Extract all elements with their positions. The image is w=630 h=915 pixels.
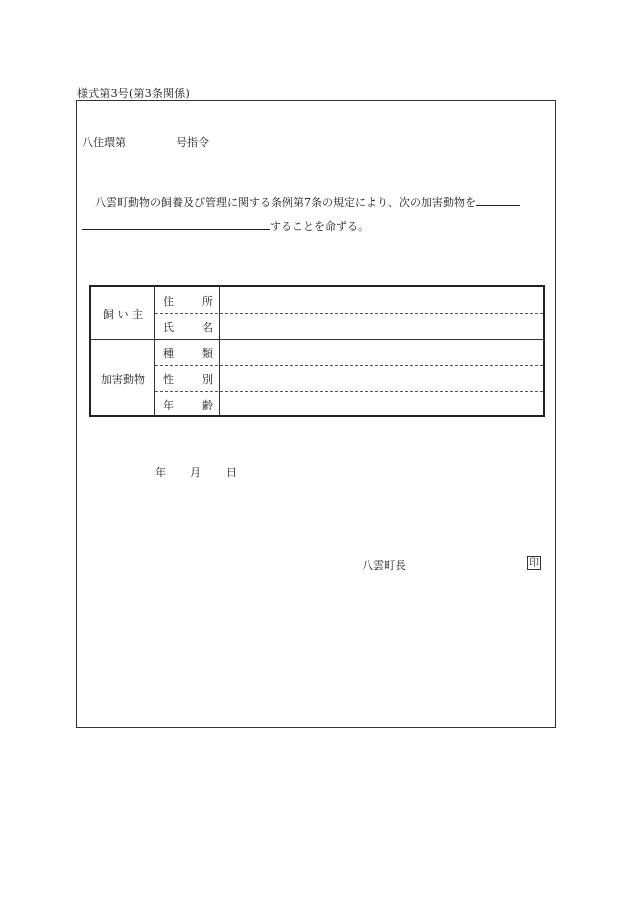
date-year-label: 年	[155, 466, 166, 479]
body-line-1	[95, 194, 520, 210]
animal-row-separator-1	[155, 365, 543, 366]
body-line-2	[82, 218, 369, 234]
animal-sex-label-b: 別	[202, 373, 213, 386]
animal-kind-field[interactable]	[221, 341, 539, 363]
owner-address-label-b: 所	[202, 295, 213, 308]
animal-sex-label-a: 性	[163, 373, 174, 386]
owner-row-separator	[155, 313, 543, 314]
info-table	[89, 285, 545, 417]
order-suffix: 号指令	[176, 136, 209, 149]
body-text-1: 八雲町動物の飼養及び管理に関する条例第7条の規定により、次の加害動物を	[95, 196, 476, 209]
date-month-label: 月	[190, 466, 201, 479]
animal-group-label: 加害動物	[101, 373, 145, 386]
body-text-2: することを命ずる。	[270, 220, 369, 233]
seal-mark: 印	[529, 558, 539, 569]
action-blank-1[interactable]	[476, 194, 520, 206]
animal-age-field[interactable]	[221, 393, 539, 415]
animal-sex-field[interactable]	[221, 367, 539, 389]
order-number-line	[82, 134, 209, 150]
owner-name-label-b: 名	[202, 321, 213, 334]
form-number-label: 様式第3号(第3条関係)	[77, 87, 190, 100]
order-prefix: 八住環第	[82, 136, 126, 149]
group-separator	[91, 339, 543, 340]
table-divider-label	[219, 287, 220, 415]
animal-kind-label-a: 種	[163, 347, 174, 360]
action-blank-2[interactable]	[82, 218, 270, 230]
animal-age-label-a: 年	[163, 399, 174, 412]
owner-group-label: 飼 い 主	[103, 308, 143, 321]
issuer-title: 八雲町長	[362, 559, 406, 572]
owner-name-field[interactable]	[221, 315, 539, 337]
owner-name-label-a: 氏	[163, 321, 174, 334]
date-day-label: 日	[226, 466, 237, 479]
animal-age-label-b: 齢	[202, 399, 213, 412]
animal-row-separator-2	[155, 391, 543, 392]
owner-address-label-a: 住	[163, 295, 174, 308]
owner-address-field[interactable]	[221, 289, 539, 311]
animal-kind-label-b: 類	[202, 347, 213, 360]
